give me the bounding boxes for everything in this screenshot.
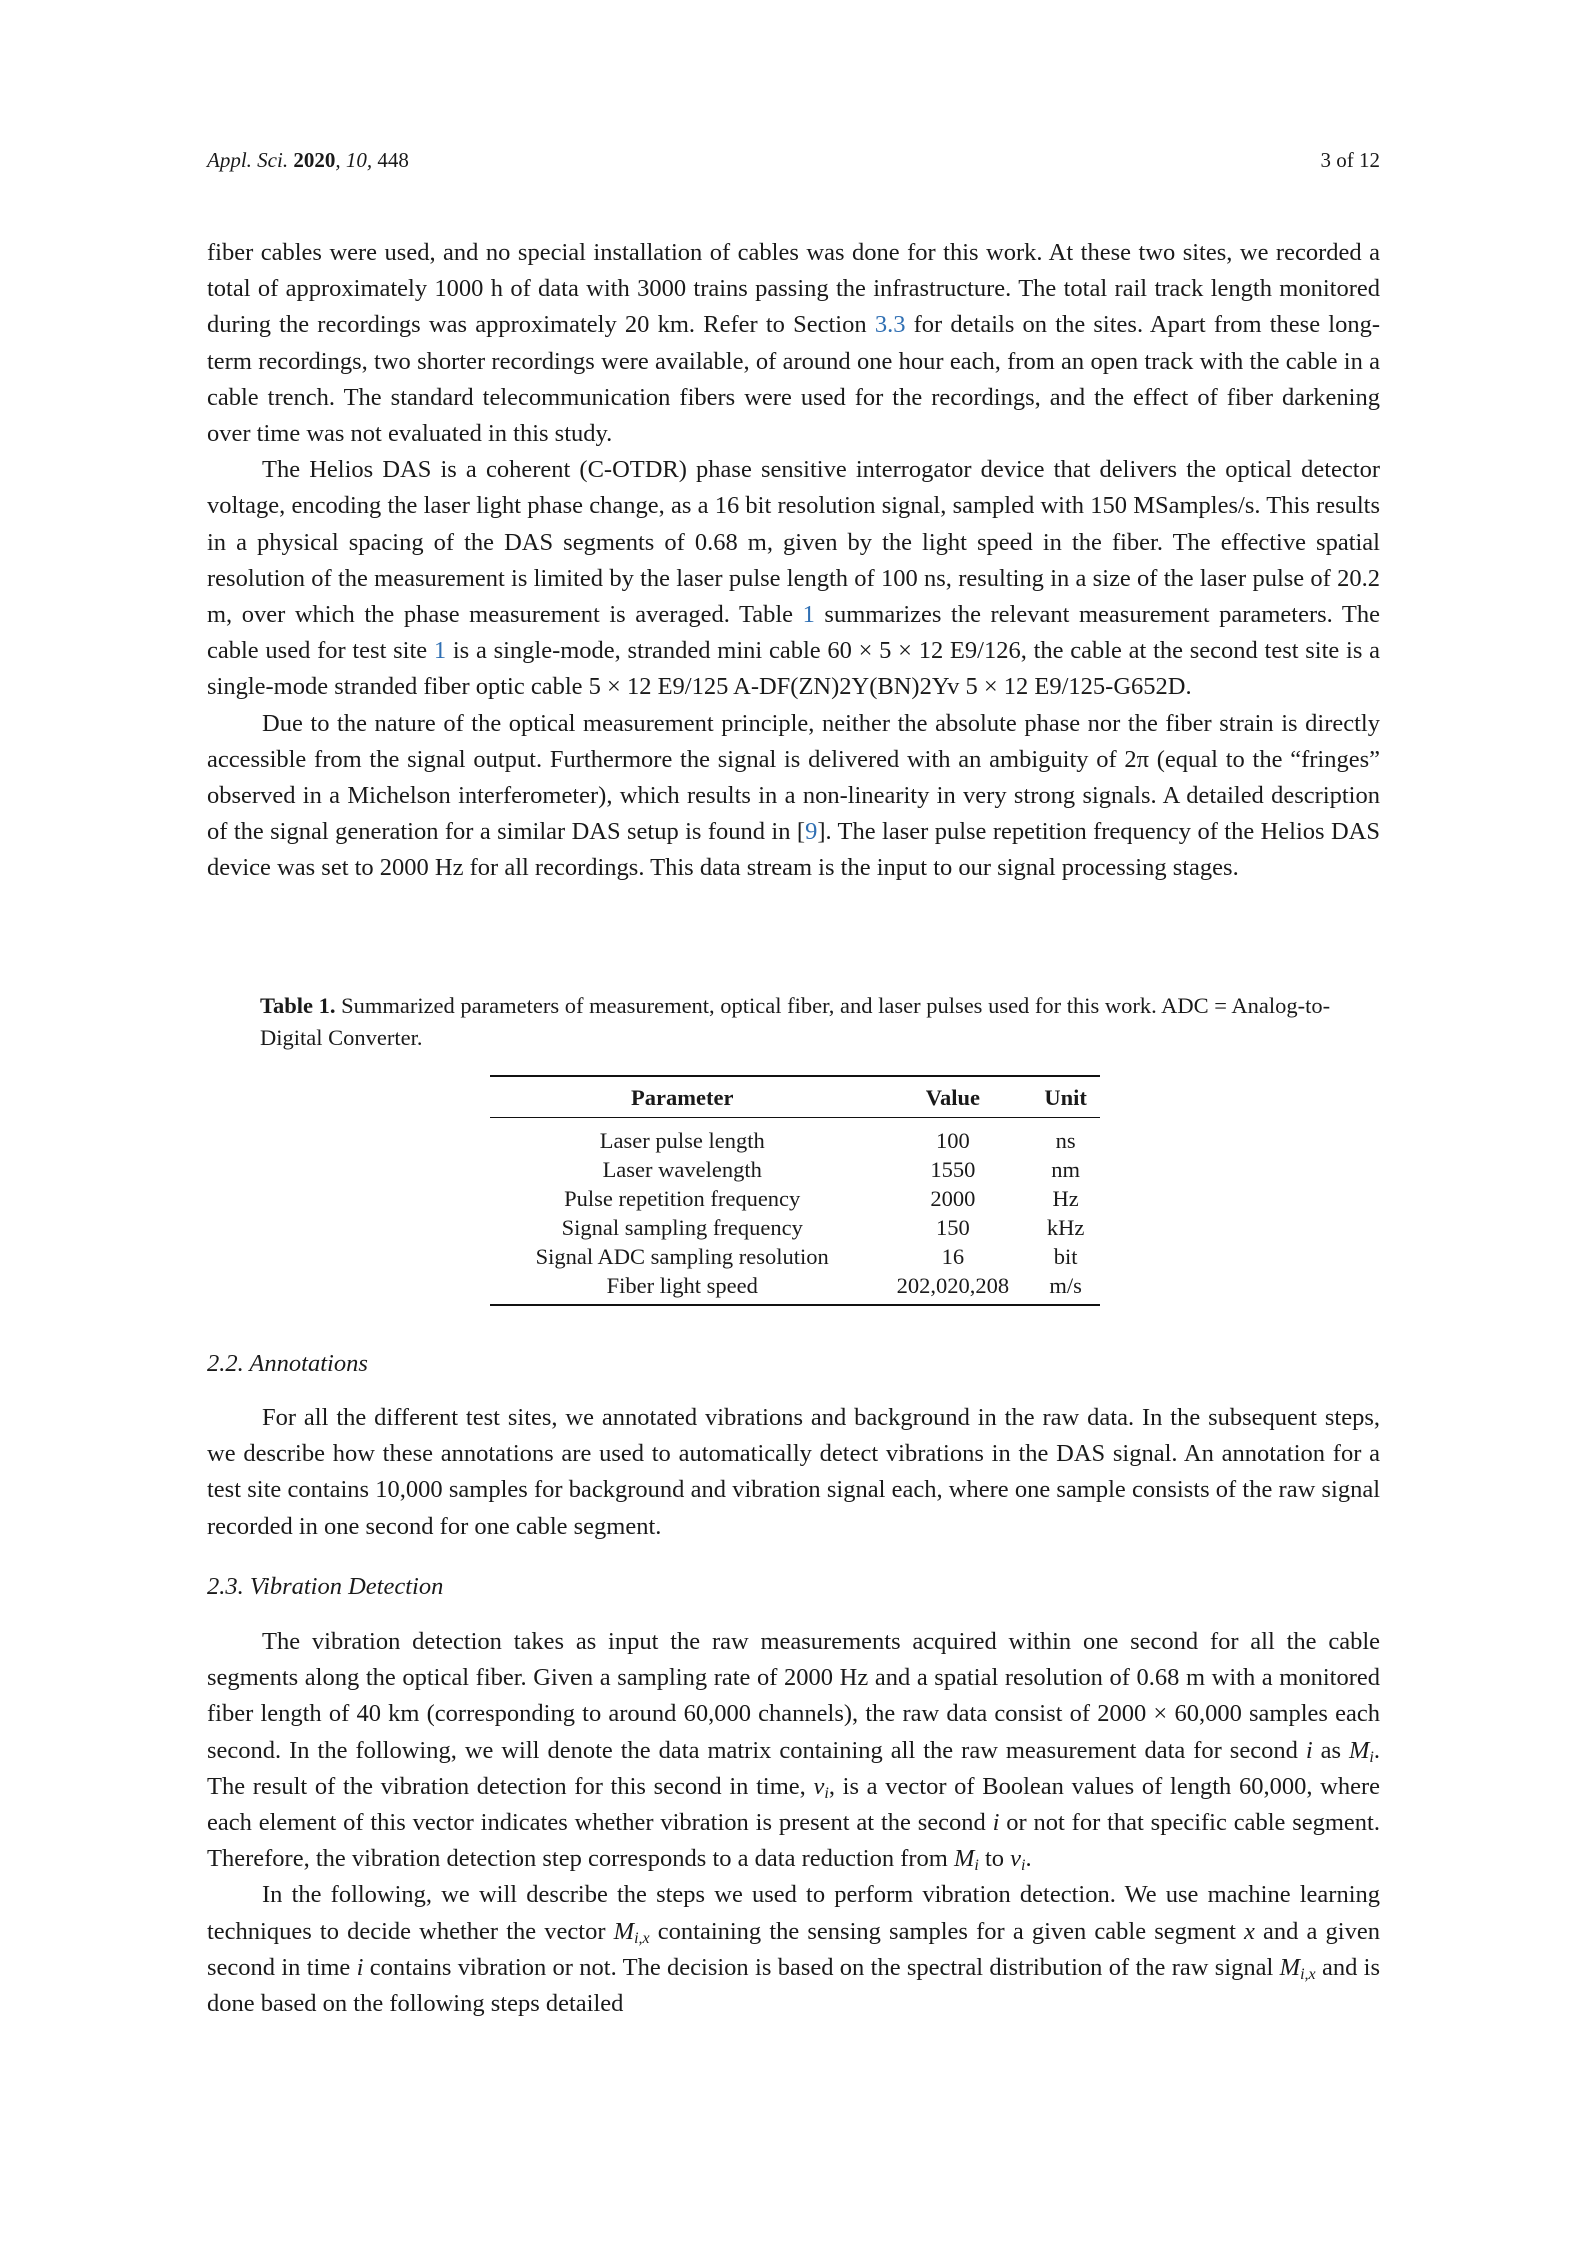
table-cell: Signal ADC sampling resolution xyxy=(535,1244,829,1269)
journal-citation: Appl. Sci. 2020, 10, 448 xyxy=(207,148,409,172)
text-run: to xyxy=(978,1845,1011,1873)
journal-year: 2020 xyxy=(293,148,336,172)
table-row xyxy=(490,1271,1100,1305)
journal-name: Appl. Sci. xyxy=(207,148,289,172)
paragraph-annotations: For all the different test sites, we annotated vibrations and background in the raw data. In the subsequent steps, we describe how these annotations are used to automatically detect vibrations in the DAS signal. An annotation for a test site contains 10,000 samples for background and vibration signal each, where one sample consists of the raw signal recorded in one second for one cable segment. xyxy=(207,1404,1380,1540)
body-text-upper xyxy=(207,235,1380,887)
paragraph-vibration-input xyxy=(207,1624,1380,1877)
text-run: . xyxy=(1025,1845,1032,1873)
table-cell: Hz xyxy=(1052,1186,1079,1211)
table-cell: Laser wavelength xyxy=(602,1157,762,1182)
text-run: In the following, we will describe the steps we used to perform vibration detection. We use machine learning techniques to decide whether the vector xyxy=(207,1881,1380,1945)
text-run: . The result of the vibration detection for this second in time, xyxy=(207,1736,1380,1800)
site-link[interactable]: 1 xyxy=(433,637,447,665)
math-subscript: i,x xyxy=(634,1929,650,1947)
column-header: Parameter xyxy=(490,1076,874,1118)
section-heading-annotations: 2.2. Annotations xyxy=(207,1350,368,1377)
table-cell: 202,020,208 xyxy=(874,1271,1031,1305)
running-header xyxy=(207,148,1380,178)
math-var: M xyxy=(1279,1953,1301,1981)
section-heading-vibration-detection: 2.3. Vibration Detection xyxy=(207,1573,444,1600)
text-run: ]. The laser pulse repetition frequency of the Helios DAS device was set to 2000 Hz for all recordings. This data stream is the input to our signal processing stages. xyxy=(207,818,1380,882)
math-subscript: i xyxy=(1369,1748,1374,1766)
table-cell: 100 xyxy=(936,1128,970,1153)
paragraph-measurement xyxy=(207,706,1380,887)
math-subscript: i xyxy=(824,1784,829,1802)
table-cell: 2000 xyxy=(930,1186,976,1211)
text-run: contains vibration or not. The decision is based on the spectral distribution of the raw signal xyxy=(363,1953,1280,1981)
text-run: for details on the sites. Apart from these long-term recordings, two shorter recordings were available, of around one hour each, from an open track with the cable in a cable trench. The standard telecommunication fibers were used for the recordings, and the effect of fiber darkening over time was not evaluated in this study. xyxy=(207,311,1380,448)
text-run: or not for that specific cable segment. Therefore, the vibration detection step corresponds to a data reduction from xyxy=(207,1809,1380,1873)
paragraph-sites xyxy=(207,235,1380,452)
section-link[interactable]: 3.3 xyxy=(874,311,906,339)
text-run: summarizes the relevant measurement parameters. The cable used for test site xyxy=(207,601,1380,665)
column-header: Value xyxy=(874,1076,1031,1118)
math-subscript: i xyxy=(1021,1857,1026,1875)
table-caption-label: Table 1. xyxy=(260,993,336,1018)
table-cell: Signal sampling frequency xyxy=(561,1215,803,1240)
reference-link[interactable]: 9 xyxy=(805,818,818,846)
table-cell: bit xyxy=(1053,1244,1078,1269)
table-link[interactable]: 1 xyxy=(802,601,815,629)
text-run: , is a vector of Boolean values of length 60,000, where each element of this vector indicates whether vibration is present at the second xyxy=(207,1772,1380,1837)
table-cell: 16 xyxy=(941,1244,965,1269)
journal-pages: 448 xyxy=(377,148,409,172)
table-cell: 1550 xyxy=(930,1157,976,1182)
table-cell: Fiber light speed xyxy=(490,1271,874,1305)
table-header-row xyxy=(490,1076,1100,1118)
text-run: and is done based on the following steps detailed xyxy=(207,1953,1380,2018)
paragraph-vibration-method xyxy=(207,1877,1380,2022)
math-var: i xyxy=(1305,1736,1313,1764)
text-run: Due to the nature of the optical measurement principle, neither the absolute phase nor the fiber strain is directly accessible from the signal output. Furthermore the signal is delivered with an ambiguity of 2π (equal to the “fringes” observed in a Michelson interferometer), which results in a non-linearity in very strong signals. A detailed description of the signal generation for a similar DAS setup is found in [ xyxy=(207,709,1380,846)
table-row xyxy=(490,1242,1100,1271)
math-var: M xyxy=(613,1917,635,1945)
text-run: The vibration detection takes as input the raw measurements acquired within one second for all the cable segments along the optical fiber. Given a sampling rate of 2000 Hz and a spatial resolution of 0.68 m with a monitored fiber length of 40 km (corresponding to around 60,000 channels), the raw data consist of 2000 × 60,000 samples each second. In the following, we will denote the data matrix containing all the raw measurement data for second xyxy=(207,1628,1380,1764)
table-row xyxy=(490,1155,1100,1184)
text-run: and a given second in time xyxy=(207,1917,1380,1981)
table-cell: kHz xyxy=(1046,1215,1085,1240)
table-cell: Laser pulse length xyxy=(599,1128,765,1153)
table-row xyxy=(490,1213,1100,1242)
table-cell: m/s xyxy=(1031,1271,1100,1305)
math-var: M xyxy=(1349,1736,1370,1764)
page-number: 3 of 12 xyxy=(1320,148,1380,172)
math-var: x xyxy=(1244,1917,1255,1945)
parameters-table xyxy=(490,1075,1100,1306)
table-cell: Pulse repetition frequency xyxy=(564,1186,801,1211)
math-var: M xyxy=(953,1845,975,1873)
math-var: i xyxy=(992,1809,1000,1837)
table-caption-text: Summarized parameters of measurement, optical fiber, and laser pulses used for this work. ADC = Analog-to-Digital Converter. xyxy=(260,993,1331,1050)
math-subscript: i xyxy=(974,1857,979,1875)
body-text-annotations xyxy=(207,1400,1380,1545)
column-header: Unit xyxy=(1031,1076,1100,1118)
math-var: v xyxy=(813,1772,825,1800)
text-run: fiber cables were used, and no special installation of cables was done for this work. At these two sites, we recorded a total of approximately 1000 h of data with 3000 trains passing the infrastructure. The total rail track length monitored during the recordings was approximately 20 km. Refer to Section xyxy=(207,239,1380,339)
text-run: containing the sensing samples for a given cable segment xyxy=(649,1917,1245,1945)
text-run: The Helios DAS is a coherent (C-OTDR) phase sensitive interrogator device that delivers the optical detector voltage, encoding the laser light phase change, as a 16 bit resolution signal, sampled with 150 MSamples/s. This results in a physical spacing of the DAS segments of 0.68 m, given by the light speed in the fiber. The effective spatial resolution of the measurement is limited by the laser pulse length of 100 ns, resulting in a size of the laser pulse of 20.2 m, over which the phase measurement is averaged. Table xyxy=(207,456,1380,629)
body-text-vibration xyxy=(207,1624,1380,2022)
table-caption xyxy=(260,990,1340,1054)
text-run: is a single-mode, stranded mini cable 60 × 5 × 12 E9/126, the cable at the second test site is a single-mode stranded fiber optic cable 5 × 12 E9/125 A-DF(ZN)2Y(BN)2Yv 5 × 12 E9/125-G652D. xyxy=(207,637,1380,701)
table-row xyxy=(490,1118,1100,1156)
table-cell: ns xyxy=(1055,1128,1076,1153)
paragraph-helios xyxy=(207,452,1380,705)
table-cell: 150 xyxy=(936,1215,970,1240)
math-var: i xyxy=(356,1953,364,1981)
math-var: v xyxy=(1010,1845,1022,1873)
table-cell: nm xyxy=(1051,1157,1081,1182)
journal-volume: 10 xyxy=(345,148,367,172)
text-run: as xyxy=(1312,1736,1349,1764)
table-row xyxy=(490,1184,1100,1213)
math-subscript: i,x xyxy=(1300,1965,1316,1983)
